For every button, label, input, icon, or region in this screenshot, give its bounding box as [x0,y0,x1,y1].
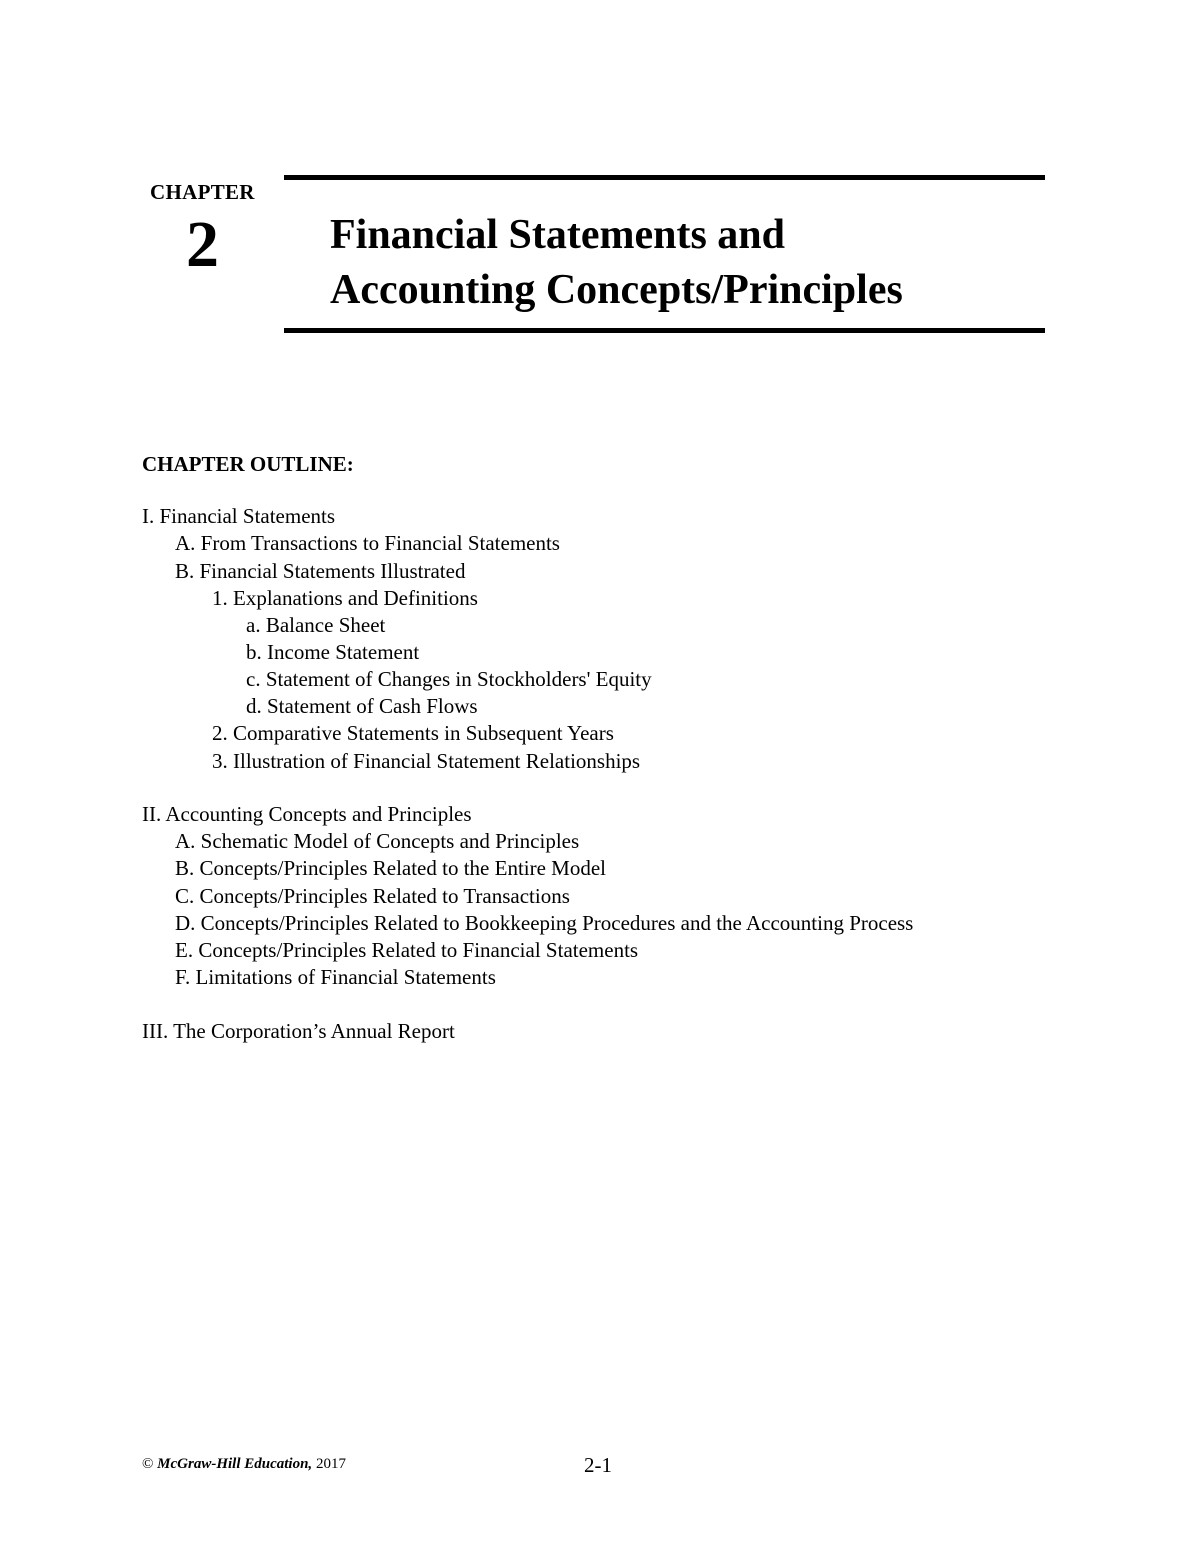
outline-item: b. Income Statement [246,640,420,664]
outline-item: I. Financial Statements [142,504,336,528]
outline-item: 2. Comparative Statements in Subsequent Years [212,721,614,745]
outline-item: F. Limitations of Financial Statements [175,965,496,989]
outline-item: 3. Illustration of Financial Statement Relationships [212,749,641,773]
outline-item: a. Balance Sheet [246,613,386,637]
chapter-label: CHAPTER [150,180,255,204]
outline-item: D. Concepts/Principles Related to Bookkeeping Procedures and the Accounting Process [175,911,914,935]
outline-item: B. Concepts/Principles Related to the Entire Model [175,856,607,880]
outline-item: A. From Transactions to Financial Statements [175,531,560,555]
outline-item: 1. Explanations and Definitions [212,586,478,610]
footer-copyright [142,1456,346,1473]
copyright-year: 2017 [315,1456,346,1472]
chapter-number: 2 [186,208,219,281]
outline-item: d. Statement of Cash Flows [246,694,478,718]
chapter-title-line-1: Financial Statements and [330,212,786,258]
copyright-symbol: © [142,1456,154,1472]
outline-item: c. Statement of Changes in Stockholders' Equity [246,667,652,691]
outline-item: II. Accounting Concepts and Principles [142,802,472,826]
page-number: 2-1 [584,1453,612,1477]
publisher-name: McGraw-Hill Education, [157,1456,313,1472]
outline-item: A. Schematic Model of Concepts and Principles [175,829,580,853]
chapter-title [330,208,903,318]
title-rule-top [284,175,1045,180]
outline-item: C. Concepts/Principles Related to Transactions [175,884,570,908]
outline-item: III. The Corporation’s Annual Report [142,1019,455,1043]
title-rule-bottom [284,328,1045,333]
chapter-title-line-2: Accounting Concepts/Principles [330,267,903,313]
outline-item: B. Financial Statements Illustrated [175,559,466,583]
outline-heading: CHAPTER OUTLINE: [142,452,354,476]
outline-item: E. Concepts/Principles Related to Financial Statements [175,938,639,962]
